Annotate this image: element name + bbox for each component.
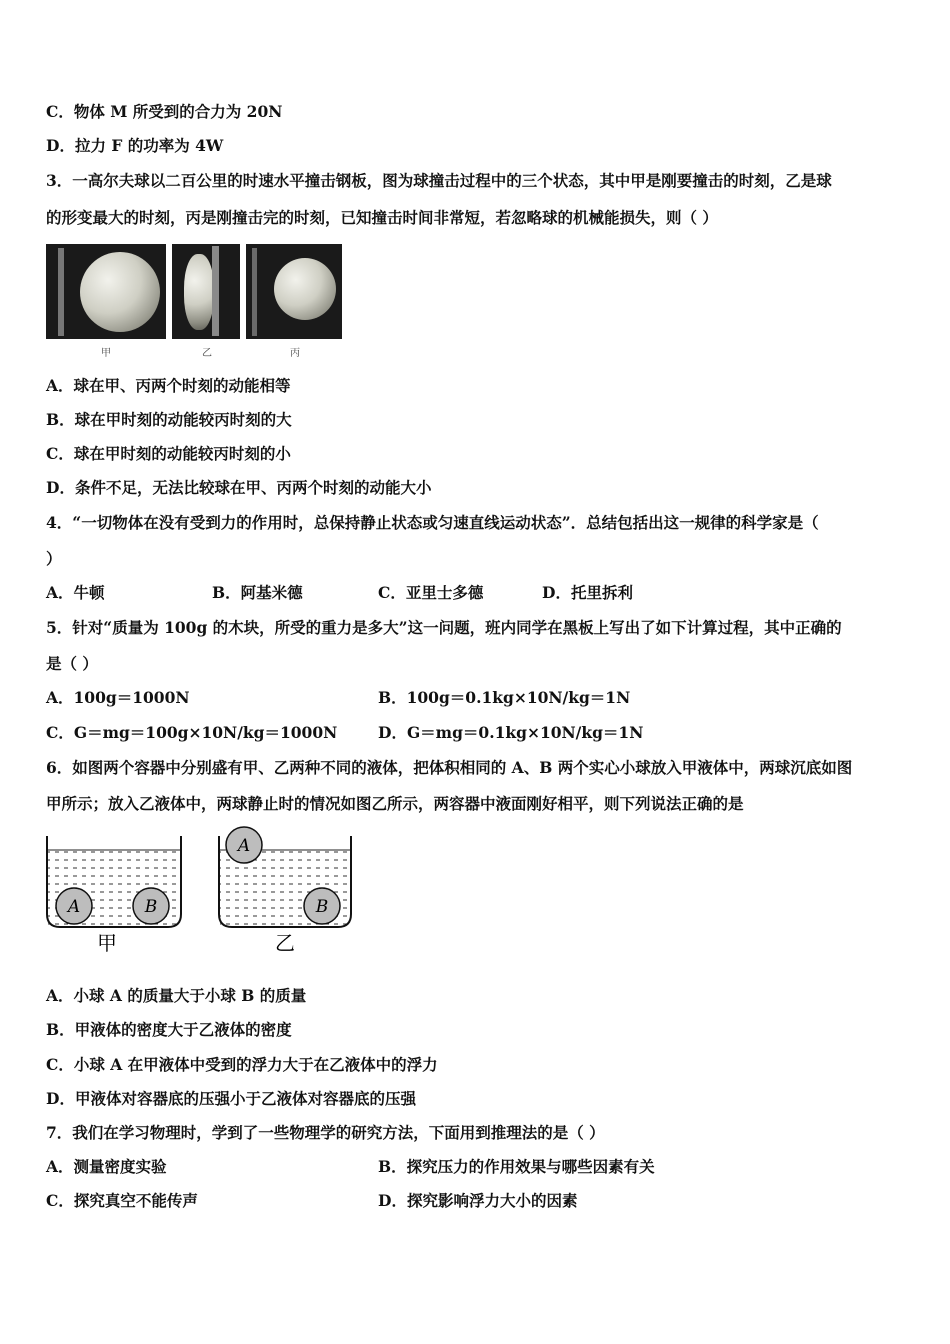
q3-option-a: A．球在甲、丙两个时刻的动能相等 bbox=[46, 376, 291, 395]
q3-option-b: B．球在甲时刻的动能较丙时刻的大 bbox=[46, 410, 292, 429]
q4-option-d: D．托里拆利 bbox=[542, 583, 633, 602]
q5-stem-line1: 5．针对“质量为 100g 的木块，所受的重力是多大”这一问题，班内同学在黑板上写出了如下计算过程，其中正确的 bbox=[46, 618, 842, 637]
q4-stem-line2: ） bbox=[46, 549, 62, 568]
q5-stem-line2: 是（ ） bbox=[46, 654, 98, 673]
q4-option-c: C．亚里士多德 bbox=[378, 583, 484, 602]
q6-stem-line2: 甲所示；放入乙液体中，两球静止时的情况如图乙所示，两容器中液面刚好相平，则下列说法正确的是 bbox=[46, 794, 744, 813]
q7-stem: 7．我们在学习物理时，学到了一些物理学的研究方法，下面用到推理法的是（ ） bbox=[46, 1123, 605, 1142]
q7-option-a: A．测量密度实验 bbox=[46, 1157, 167, 1176]
q5-option-d: D．G＝mg＝0.1kg×10N/kg＝1N bbox=[378, 723, 644, 742]
q5-option-a: A．100g＝1000N bbox=[46, 688, 190, 707]
q6-option-b: B．甲液体的密度大于乙液体的密度 bbox=[46, 1020, 292, 1039]
q6-option-d: D．甲液体对容器底的压强小于乙液体对容器底的压强 bbox=[46, 1089, 416, 1108]
q7-option-c: C．探究真空不能传声 bbox=[46, 1191, 198, 1210]
q3-option-c: C．球在甲时刻的动能较丙时刻的小 bbox=[46, 444, 291, 463]
q4-option-b: B．阿基米德 bbox=[212, 583, 303, 602]
q3-option-d: D．条件不足，无法比较球在甲、丙两个时刻的动能大小 bbox=[46, 478, 432, 497]
label-yi: 乙 bbox=[275, 931, 295, 955]
label-jia: 甲 bbox=[97, 931, 117, 955]
q5-option-c: C．G＝mg＝100g×10N/kg＝1000N bbox=[46, 723, 338, 742]
q4-option-a: A．牛顿 bbox=[46, 583, 105, 602]
q6-option-c: C．小球 A 在甲液体中受到的浮力大于在乙液体中的浮力 bbox=[46, 1055, 438, 1074]
q3-stem-line1: 3．一高尔夫球以二百公里的时速水平撞击钢板，图为球撞击过程中的三个状态，其中甲是刚要撞击的时刻，乙是球 bbox=[46, 171, 832, 190]
ball-b-label-jia: B bbox=[144, 897, 158, 917]
ball-b-label-yi: B bbox=[315, 897, 329, 917]
q2-option-c: C．物体 M 所受到的合力为 20N bbox=[46, 102, 283, 121]
q7-option-b: B．探究压力的作用效果与哪些因素有关 bbox=[378, 1157, 655, 1176]
q2-option-d: D．拉力 F 的功率为 4W bbox=[46, 136, 224, 155]
caption-yi: 乙 bbox=[202, 348, 212, 359]
container-yi bbox=[219, 827, 351, 955]
q6-option-a: A．小球 A 的质量大于小球 B 的质量 bbox=[46, 986, 307, 1005]
caption-bing: 丙 bbox=[290, 348, 300, 359]
q5-option-b: B．100g＝0.1kg×10N/kg＝1N bbox=[378, 688, 631, 707]
container-jia bbox=[47, 836, 181, 955]
q4-stem-line1: 4．“一切物体在没有受到力的作用时，总保持静止状态或匀速直线运动状态”．总结包括出这一规律的科学家是（ bbox=[46, 513, 819, 532]
q7-option-d: D．探究影响浮力大小的因素 bbox=[378, 1191, 578, 1210]
ball-a-label-yi: A bbox=[237, 836, 251, 856]
ball-a-label-jia: A bbox=[67, 897, 81, 917]
caption-jia: 甲 bbox=[101, 348, 111, 359]
q3-stem-line2: 的形变最大的时刻，丙是刚撞击完的时刻，已知撞击时间非常短，若忽略球的机械能损失，则（ ） bbox=[46, 208, 718, 227]
q6-stem-line1: 6．如图两个容器中分别盛有甲、乙两种不同的液体，把体积相同的 A、B 两个实心小球放入甲液体中，两球沉底如图 bbox=[46, 758, 853, 777]
